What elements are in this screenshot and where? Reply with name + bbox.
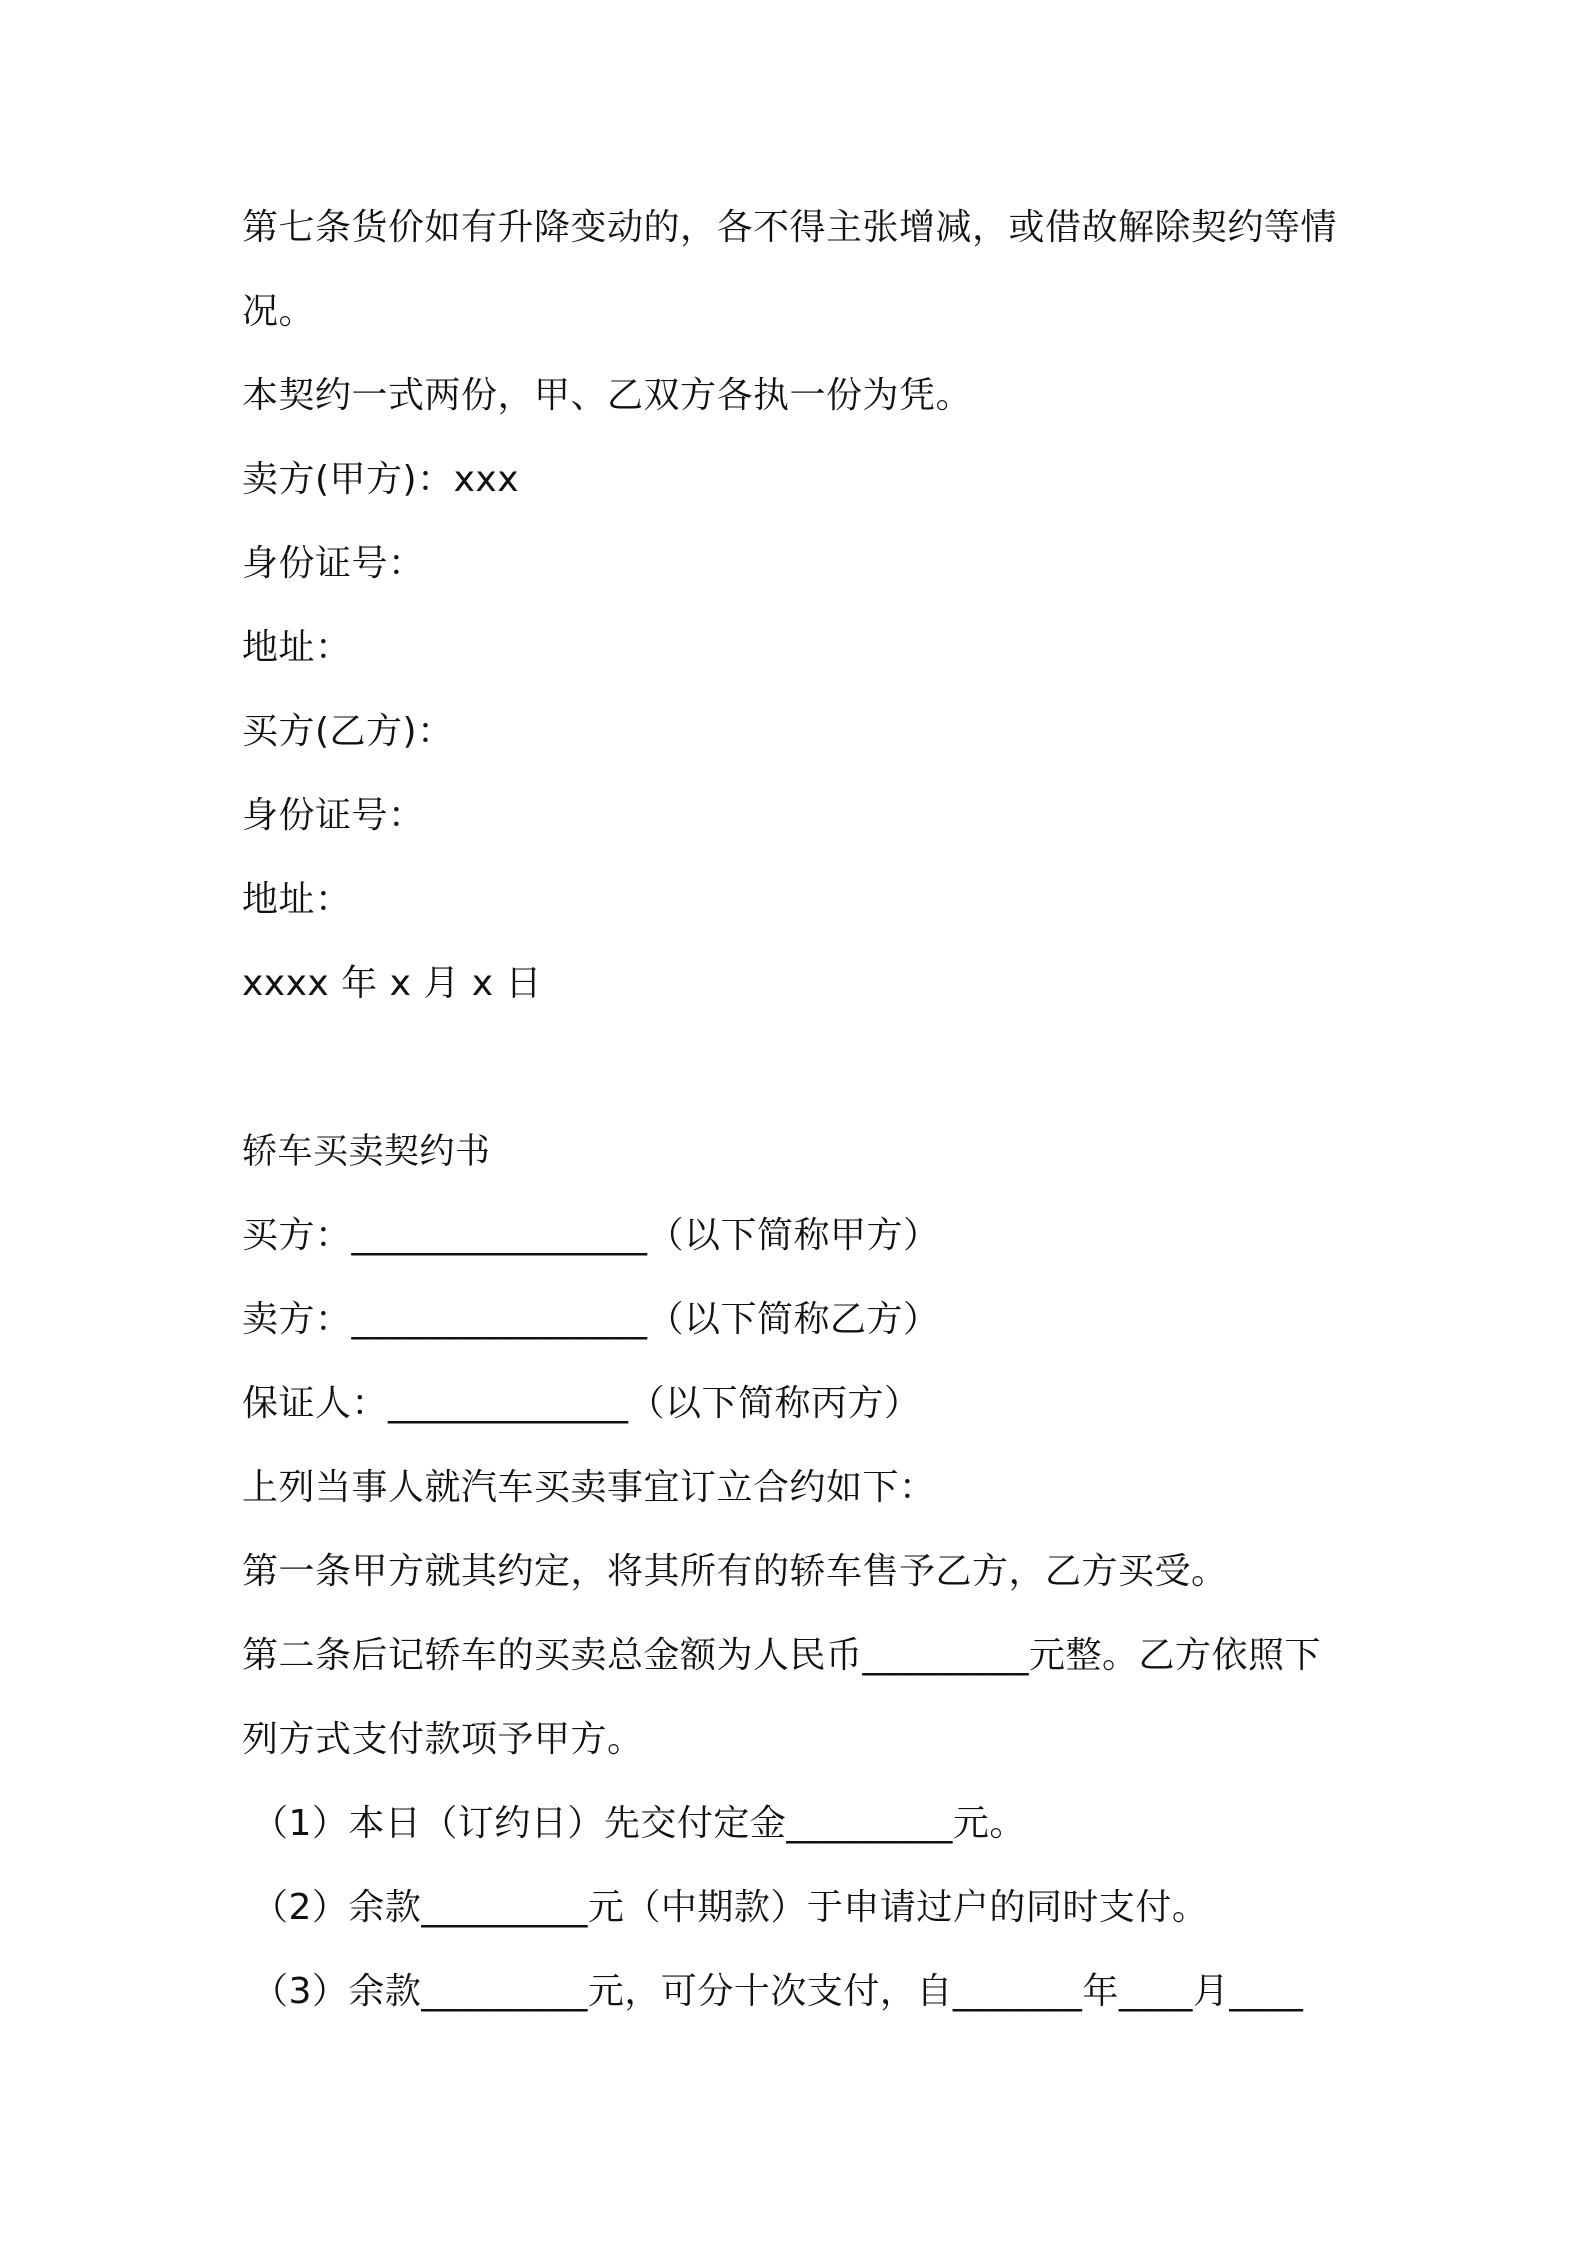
payment-item-1: （1）本日（订约日）先交付定金_________元。 — [252, 1803, 1026, 1844]
buyer-id-number: 身份证号： — [242, 795, 425, 836]
signing-date: xxxx 年 x 月 x 日 — [242, 963, 543, 1004]
buyer-line: 买方：________________（以下简称甲方） — [242, 1215, 940, 1256]
payment-item-3: （3）余款_________元，可分十次支付，自_______年____月____ — [252, 1971, 1304, 2012]
contract-title: 轿车买卖契约书 — [242, 1132, 491, 1172]
guarantor-line: 保证人：_____________（以下简称丙方） — [242, 1383, 921, 1424]
buyer-address: 地址： — [242, 879, 352, 920]
seller-party-a: 卖方(甲方)：xxx — [242, 459, 520, 500]
seller-id-number: 身份证号： — [242, 543, 425, 584]
payment-item-2: （2）余款_________元（中期款）于申请过户的同时支付。 — [252, 1887, 1209, 1928]
article-seven-line-1: 第七条货价如有升降变动的，各不得主张增减，或借故解除契约等情 — [242, 207, 1338, 248]
buyer-party-b: 买方(乙方)： — [242, 711, 454, 752]
seller-line: 卖方：________________（以下简称乙方） — [242, 1299, 940, 1340]
article-two-line-2: 列方式支付款项予甲方。 — [242, 1719, 644, 1760]
contract-intro: 上列当事人就汽车买卖事宜订立合约如下： — [242, 1467, 936, 1508]
article-seven-line-2: 况。 — [242, 291, 316, 332]
copies-statement: 本契约一式两份，甲、乙双方各执一份为凭。 — [242, 375, 973, 416]
article-one: 第一条甲方就其约定，将其所有的轿车售予乙方，乙方买受。 — [242, 1551, 1228, 1592]
seller-address: 地址： — [242, 627, 352, 668]
article-two-line-1: 第二条后记轿车的买卖总金额为人民币_________元整。乙方依照下 — [242, 1635, 1322, 1676]
